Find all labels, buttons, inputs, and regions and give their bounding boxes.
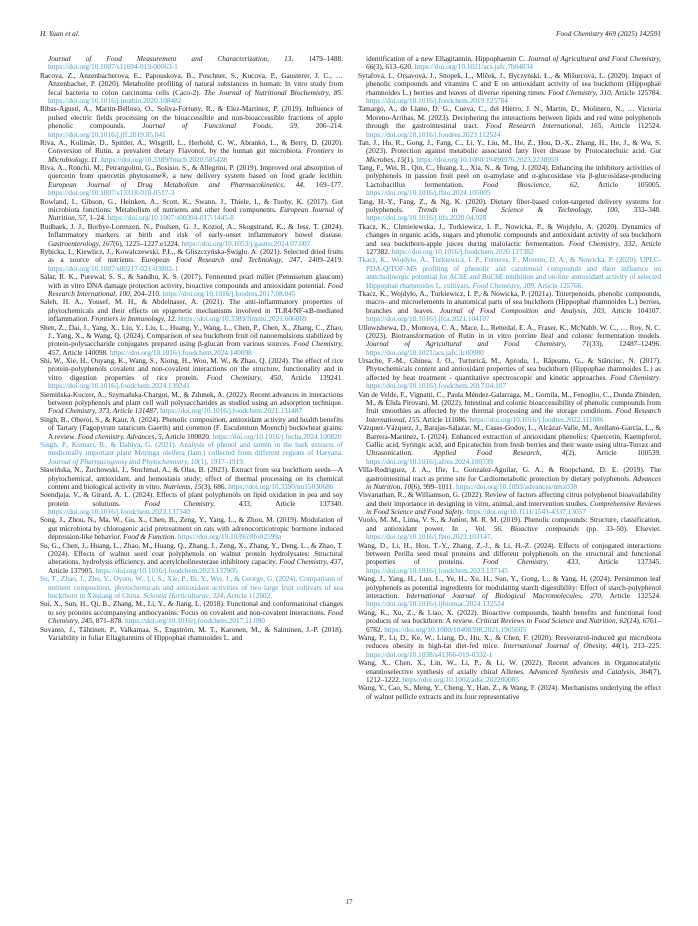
reference-item	[40, 441, 343, 466]
reference-item	[358, 466, 661, 491]
doi-link[interactable]: https://doi.org/10.3389/fmicb.2020.585428	[101, 154, 228, 164]
reference-text: .	[490, 532, 493, 542]
references-right-column	[358, 55, 661, 701]
doi-link[interactable]: https://doi.org/10.1016/j.focha.2024.100820	[212, 431, 342, 441]
reference-text: , Article 112524.	[601, 121, 661, 131]
reference-text: Journal of Functional Foods, 59	[142, 121, 298, 131]
reference-text: Food Chemistry, 332	[568, 238, 636, 248]
reference-text: Food Chemistry, 450	[206, 372, 282, 382]
doi-link[interactable]: https://doi.org/10.1016/j.foodchem.2023.137340	[48, 507, 190, 517]
reference-text: , Article 140098.	[58, 347, 110, 357]
reference-text: European Journal of Nutrition, 57	[48, 205, 343, 223]
reference-text: International Journal of Obesity, 44	[503, 641, 619, 651]
doi-link[interactable]: https://doi.org/10.1016/j.foodchem.2024.140098	[109, 347, 252, 357]
reference-text: Rowland, I., Gibson, G., Heinken, A., Scott, K., Swann, J., Thiele, I., & Tuohy, K. (2017). Gut microbiota functions: Metabolism of nutrients and other food components.	[40, 196, 343, 215]
reference-item	[358, 542, 661, 576]
reference-text: Shen, Z., Dai, J., Yang, X., Liu, Y., Liu, L., Huang, Y., Wang, L., Chen, P., Chen, X., Zhang, C., Zhao, J., Yang, X., & Wang, Q. (2024). Comparison of sea buckthorn fruit oil nanoemulsions stabilized by protein-polysaccharide conjugates prepared using β-glucan from various sources.	[40, 322, 343, 349]
reference-text: Wang, J., Yang, H., Luo, L., Ye, H., Xu, H., Sun, Y., Gong, L., & Yang, H. (2024). Persimmon leaf polyphenols as potential ingredients for modulating starch digestibility: Effect of starch-polyphenol interaction.	[358, 574, 661, 600]
reference-text: Rybicka, I., Kiewlicz, J., Kowalczewski, P.Ł., & Gliszczyńska-Świgło, A. (2021). Selected dried fruits as a source of nutrients.	[40, 246, 343, 265]
reference-text: , Article 104107.	[604, 305, 661, 315]
reference-item	[358, 634, 661, 659]
reference-text: , 206–214.	[297, 121, 343, 131]
reference-text: Ursache, F.-M., Ghinea, I. O., Turturică, M., Aprodu, I., Râpeanu, G., & Stănciuc, N. (2017). Phytochemicals content and antioxidant properties of sea buckthorn (Hippophae rhamnoides L.) as affected by heat treatment - quantitative spectroscopic and kinetic approaches.	[358, 356, 661, 382]
doi-link[interactable]: https://doi.org/10.1016/j.foodchem.2019.125784	[366, 95, 508, 105]
reference-item	[358, 391, 661, 425]
doi-link[interactable]: https://doi.org/10.1016/j.foodres.2017.08.045	[162, 288, 296, 298]
journal-reference: Food Chemistry 469 (2025) 142591	[556, 29, 661, 38]
reference-text: Food & Function	[123, 532, 175, 542]
reference-item	[40, 248, 343, 273]
reference-text: Song, J., Zhou, N., Ma, W., Gu, X., Chen, B., Zeng, Y., Yang, L., & Zhou, M. (2019). Modulation of gut microbiota by chlorogenic acid pretreatment on rats with adrenocorticotropic hormone induced depression-like behavior.	[40, 515, 343, 542]
doi-link[interactable]: https://doi.org/10.3390/nu15030686	[228, 481, 334, 491]
reference-item	[40, 198, 343, 223]
reference-link-text[interactable]: Singh, P., Kumari, B., & Dahiya, G. (2021). Analysis of phenol and tannin in the bark extracts of medicinally important plant Moringa oleifera (lam.) collected from different regions of Haryana.	[40, 439, 343, 458]
reference-item	[40, 516, 343, 541]
reference-text: Gastroenterology, 167	[48, 238, 114, 248]
reference-link-text[interactable]: Tkacz, K., Wojdyło, A., Turkiewicz, I. P., Ferreres, F., Moreno, D. A., & Nowicka, P. (2020). UPLC-PDA-Q/TOF-MS profiling of phenolic and carotenoid compounds and their influence on anticholinergic potential for AChE and BuChE inhibition and on-line antioxidant activity of selected Hippophaë rhamnoides L. cultivars.	[358, 255, 661, 290]
reference-text: Food Chemistry, 433	[482, 557, 579, 567]
reference-item	[40, 626, 343, 643]
reference-text: Tang, H.-Y., Fang, Z., & Ng, K. (2020). Dietary fiber-based colon-targeted delivery systems for polyphenols.	[358, 196, 661, 215]
references-left-column	[40, 55, 343, 701]
reference-text: Food Research International, 165	[486, 121, 602, 131]
reference-item	[40, 55, 343, 72]
reference-text: , 333–348.	[617, 205, 662, 215]
doi-link[interactable]: https://doi.org/10.1016/j.foodchem.2024.139241	[48, 381, 190, 391]
reference-text: Applied Food Research, 4	[433, 448, 566, 458]
reference-item	[40, 391, 343, 416]
reference-text: Saleh, H. A., Yousef, M. H., & Abdelnaser, A. (2021). The anti-inflammatory properties of phytochemicals and their effects on epigenetic mechanisms involved in TLR4/NF-κB-mediated inflammation.	[40, 297, 343, 324]
reference-text: (6), 1225–1227.e1224.	[113, 238, 182, 248]
doi-link[interactable]: https://doi.org/10.1111/1541-4337.13057	[466, 507, 586, 517]
references-section	[40, 55, 661, 701]
reference-text: (1), 213–225.	[618, 641, 661, 651]
reference-text: (33), 12487–12496.	[589, 339, 661, 349]
reference-text: Visvanathan, R., & Williamson, G. (2022). Review of factors affecting citrus polyphenol bioavailability and their importance in designing in vitro, animal, and intervention studies.	[358, 490, 661, 508]
reference-item	[40, 466, 343, 491]
doi-link[interactable]: https://doi.org/10.1038/s41366-019-0332-1	[366, 649, 493, 659]
doi-link[interactable]: https://doi.org/10.1007/s11694-019-00063-1	[48, 62, 178, 72]
reference-text: Journal of Agricultural and Food Chemistry, 71	[366, 339, 590, 349]
reference-item	[358, 256, 661, 290]
reference-text: Advances in Nutrition, 10	[366, 473, 661, 491]
doi-link[interactable]: https://doi.org/10.1016/j.fbio.2024.105005	[366, 188, 491, 198]
reference-text: , 204–210.	[129, 288, 163, 298]
reference-item	[358, 324, 661, 358]
reference-item	[358, 55, 661, 72]
reference-text: Riva, A., Kolimár, D., Spittler, A., Wisgrill, L., Herbold, C. W., Abrankó, L., & Berry, D. (2020). Conversion of Rutin, a prevalent dietary Flavonol, by the human gut microbiota.	[40, 137, 343, 156]
doi-link[interactable]: https://doi.org/10.1016/j.jff.2019.05.041	[48, 129, 166, 139]
reference-item	[358, 424, 661, 466]
reference-item	[358, 105, 661, 139]
reference-item	[40, 600, 343, 625]
reference-text: Wang, Y., Cao, S., Meng, Y., Cheng, Y., Han, Z., & Wang, F. (2024). Mechanisms underlying the effect of walnut pellicle extracts and its four representative	[358, 683, 661, 701]
reference-text: (24), 6761–6782.	[366, 616, 661, 634]
reference-text: Suvanto, J., Tähtinen, P., Valkamaa, S., Engström, M. T., Karonen, M., & Salminen, J.-P. (2018). Variability in foliar Ellagitannins of Hippophaë rhamnoides L. and	[40, 624, 343, 642]
reference-text: Salar, R. K., Purewal, S. S., & Sandhu, K. S. (2017). Fermented pearl millet (Pennisetum glaucum) with in vitro DNA damage protection activity, bioactive compounds and antioxidant potential.	[40, 272, 343, 290]
reference-item	[40, 72, 343, 106]
reference-text: (3), 686.	[201, 481, 229, 491]
reference-text: (1).	[404, 154, 417, 164]
doi-link[interactable]: https://doi.org/10.1016/j.foodchem.2017.04.107	[366, 381, 507, 391]
reference-link-text[interactable]: , Article 125766.	[534, 280, 584, 290]
reference-text: Food Chemistry, 433	[144, 498, 250, 508]
reference-text: , Article 105005.	[577, 179, 661, 189]
doi-link[interactable]: https://doi.org/10.1016/j.foodres.2022.111086	[469, 414, 604, 424]
reference-text: Trends in Food Science & Technology, 100	[417, 205, 618, 215]
reference-text: Wang, X., Chen, X., Lin, W., Li, P., & Li, W. (2022). Recent advances in Organocatalytic enantioselective synthesis of axially chiral Allenes.	[358, 658, 661, 676]
reference-text: .	[341, 87, 343, 97]
reference-text: Tamargo, A., de Llano, D. G., Cueva, C., del Hierro, J. N., Martin, D., Molinero, N., … Victoria Moreno-Arribas, M. (2023). Deciphering the interactions between lipids and red wine polyphenols through the gastrointestinal tract.	[358, 104, 661, 131]
reference-text: Tang, F., Wei, B., Qin, C., Huang, L., Xia, N., & Teng, J. (2024). Enhancing the inhibitory activities of polyphenols in passion fruit peel on α-amylase and α-glucosidase via β-glucosidase-producing Lactobacillus fermentation.	[358, 163, 661, 189]
reference-text: Advanced Synthesis and Catalysis, 364	[528, 666, 651, 676]
reference-text: Journal of Food Measurement and Characterization, 13	[48, 54, 292, 63]
reference-text: .	[156, 406, 161, 416]
doi-link[interactable]: https://doi.org/10.1016/j.jfca.2021.104107	[366, 314, 490, 324]
doi-link[interactable]: https://doi.org/10.1080/10408398.2021.1905605	[384, 624, 527, 634]
reference-text: Van de Velde, F., Vignatti, C., Paula Méndez-Galarraga, M., Gomila, M., Fenoglio, C., Donda Zbinden, M., & Élida Pirovani, M. (2022). Intestinal and colonic bioaccessibility of phenolic compounds from fruit smoothies as affected by the thermal processing and the storage conditions.	[358, 389, 661, 416]
reference-text: .	[174, 532, 178, 542]
reference-item	[358, 72, 661, 106]
reference-text: Food Chemistry, 457	[48, 339, 343, 357]
reference-item	[358, 575, 661, 609]
reference-text: Su, G., Chen, J., Huang, L., Zhao, M., Huang, Q., Zhang, J., Zeng, X., Zhang, Y., Deng, L., & Zhao, T. (2024). Effects of walnut seed coat polyphenols on walnut protein hydrolysates: Structural alterations, hydrolysis efficiency, and acetylcholinesterase inhibitory capacity.	[40, 540, 343, 567]
reference-text: Food Chemistry, 437	[279, 557, 342, 567]
reference-text: (7), 1212–1222.	[366, 666, 661, 684]
reference-item	[40, 357, 343, 391]
reference-text: Journal of Agricultural and Food Chemistry, 66	[366, 54, 661, 72]
reference-item	[358, 164, 661, 198]
reference-text: Food Research International, 155	[366, 406, 662, 424]
reference-link-text[interactable]: Su, T., Zhao, J., Zhu, Y., Oyom, W., Li, S., Xie, P., Bi, Y., Wei, J., & George, G. (2024). Comparison of nutrient composition, phytochemicals and antioxidant activities of two large fruit cultivars of sea buckthorn in Xinjiang of China.	[40, 574, 343, 600]
reference-link-text[interactable]: Scientia Horticulturae, 324	[143, 591, 224, 600]
reference-text: , Article 132524.	[601, 591, 661, 600]
reference-text: Siemińska-Kuczer, A., Szymańska-Chargot, M., & Zdunek, A. (2022). Recent advances in interactions between polyphenols and plant cell wall polysaccharides as studied using an adsorption technique.	[40, 389, 343, 408]
reference-text: , 1–24.	[85, 213, 108, 223]
reference-item	[40, 273, 343, 298]
reference-text: The Journal of Nutritional Biochemistry, 85	[204, 87, 342, 97]
reference-text: Food Research International, 100	[48, 280, 343, 298]
reference-text: Journal of Food Composition and Analysis, 103	[439, 305, 605, 315]
doi-link[interactable]: https://doi.org/10.1007/s13318-018-0517-3	[48, 188, 175, 198]
reference-text: .	[659, 372, 661, 382]
reference-text: Wang, K., Xu, Z., & Liao, X. (2022). Bioactive compounds, health benefits and functional food products of sea buckthorn: A review.	[358, 607, 661, 626]
reference-text: , 169–177.	[303, 179, 344, 189]
reference-item	[358, 139, 661, 164]
doi-link[interactable]: https://doi.org/10.1016/j.tifs.2020.04.028	[366, 213, 487, 223]
reference-text: European Journal of Drug Metabolism and Pharmacokinetics, 44	[48, 179, 304, 189]
reference-item	[40, 575, 343, 600]
reference-text: International Journal of Biological Macromolecules, 270	[406, 591, 602, 600]
reference-text: (6), 999–1011.	[411, 481, 456, 491]
reference-link-text[interactable]: Journal of Pharmacognosy and Phytochemistry, 10	[48, 456, 198, 466]
reference-text: .	[462, 507, 467, 517]
reference-text: Frontiers in Immunology, 12	[90, 314, 175, 324]
page-number: 17	[345, 898, 353, 906]
reference-item	[40, 223, 343, 248]
doi-link[interactable]: https://doi.org/10.1016/j.jnutbio.2020.108482	[48, 95, 182, 105]
reference-item	[358, 516, 661, 541]
reference-text: Food Chemistry	[610, 372, 660, 382]
doi-link[interactable]: https://doi.org/10.1007/s00217-021-03802-1	[48, 263, 178, 273]
reference-text: Wang, P., Li, D., Ke, W., Liang, D., Hu, X., & Chen, F. (2020). Resveratrol-induced gut microbiota reduces obesity in high-fat diet-fed mice.	[358, 632, 661, 651]
reference-text: Comprehensive Reviews in Food Science and Food Safety	[366, 498, 661, 517]
reference-text: , Article 137345.	[578, 557, 662, 567]
doi-link[interactable]: https://doi.org/10.3389/fimmu.2021.606069	[178, 314, 307, 324]
doi-link[interactable]: https://doi.org/10.1016/j.ijbiomac.2024.132524	[366, 599, 505, 609]
reference-text: , Article 137340.	[249, 498, 344, 508]
reference-item	[358, 223, 661, 257]
reference-item	[40, 298, 343, 323]
reference-item	[358, 609, 661, 634]
reference-item	[358, 684, 661, 701]
reference-text: Riva, A., Ronchi, M., Petrangolini, G., Bosisio, S., & Allegrini, P. (2019). Improved oral absorption of quercetin from quercetin phytosome®, a new delivery system based on food grade lecithin.	[40, 163, 343, 181]
doi-link[interactable]: https://doi.org/10.1021/acs.jafc.7b04834	[414, 62, 533, 72]
reference-text: Tkacz, K., Chmielewska, J., Turkiewicz, I. P., Nowicka, P., & Wojdyło, A. (2020). Dynamics of changes in organic acids, sugars and phenolic compounds and antioxidant activity of sea buckthorn and sea buckthorn-apple juices during malolactic fermentation.	[358, 221, 661, 248]
reference-item	[40, 416, 343, 441]
doi-link[interactable]: https://doi.org/10.1021/acs.jafc.3c00980	[366, 347, 484, 357]
reference-text: Tkacz, K., Wojdyło, A., Turkiewicz, I. P., & Nowicka, P. (2021a). Triterpenoids, phenolic compounds, macro- and microelements in anatomical parts of sea buckthorn (Hippophaë rhamnoides L.) berries, branches and leaves.	[358, 288, 661, 315]
reference-text: Sytařová, I., Orsavová, J., Snopek, L., Mlček, J., Byczyński, Ł., & Mišurcová, L. (2020). Impact of phenolic compounds and vitamins C and E on antioxidant activity of sea buckthorn (Hippophaë rhamnoides L.) berries and leaves of diverse ripening times.	[358, 70, 661, 97]
doi-link[interactable]: https://doi.org/10.1039/c8fo02599a	[177, 532, 282, 542]
reference-item	[40, 164, 343, 198]
doi-link[interactable]: https://doi.org/10.1093/advances/nmz038	[455, 481, 578, 491]
reference-text: , Article 111086.	[419, 414, 470, 424]
reference-item	[358, 659, 661, 684]
reference-text: Singh, B., Oberoi, S., & Kaur, A. (2024). Phenolic composition, antioxidant activity and health benefits of Tartary (Fagopyrum tataricum Gaerth) and common (F. Esculentum Moench) buckwheat grains: A review.	[40, 414, 343, 441]
doi-link[interactable]: https://doi.org/10.1053/j.gastro.2024.07.007	[181, 238, 311, 248]
reference-text: (2), Article 100539.	[565, 448, 661, 458]
doi-link[interactable]: https://doi.org/10.1016/j.foodchem.2017.11.090	[125, 616, 265, 626]
reference-text: identification of a new Ellagitannin, Hippophaenin C.	[366, 54, 528, 63]
reference-text: Food Bioscience, 62	[482, 179, 578, 189]
reference-text: (3), 613–620.	[373, 62, 415, 72]
reference-text: Food Chemistry, 310	[548, 87, 611, 97]
reference-text: (pp. 33–50). Elsevier.	[578, 523, 661, 533]
reference-text: , 871–878.	[92, 616, 126, 626]
reference-text: Tan, J., Hu, R., Gong, J., Fang, C., Li, Y., Liu, M., He, Z., Hou, D.-X., Zhang, H., He, J., & Wu, S. (2023). Protection against metabolic associated fatty liver disease by Protocatechuic acid.	[358, 137, 661, 156]
doi-link[interactable]: https://doi.org/10.1016/j.afres.2024.100539	[366, 456, 493, 466]
doi-link[interactable]: https://doi.org/10.1016/j.foodchem.2023.137905	[95, 565, 238, 575]
reference-link-text[interactable]: , Article 112602.	[223, 591, 273, 600]
reference-text: Racova, Z., Anzenbacherova, E., Papouskova, B., Poschner, S., Kucova, P., Gausterer, J. C., … Anzenbacher, P. (2020). Metabolite profiling of natural substances in human: In vitro study from fecal bacteria to colon carcinoma cells (Caco-2).	[40, 70, 343, 97]
reference-link-text[interactable]: (1), 1917–1919.	[197, 456, 245, 466]
reference-text: .	[174, 314, 179, 324]
reference-text: .	[97, 154, 102, 164]
reference-text: Critical Reviews in Food Science and Nutrition, 62	[475, 616, 627, 626]
reference-text: , 1479–1488.	[291, 54, 343, 63]
doi-link[interactable]: https://doi.org/10.1002/adsc.202200085	[402, 674, 519, 684]
reference-text: , Article 125784.	[610, 87, 661, 97]
reference-text: Nutrients, 15	[163, 481, 202, 491]
reference-text: Wang, D., Li, H., Hou, T.-Y., Zhang, Z.-J., & Li, H.-Z. (2024). Effects of conjugated interactions between Perilla seed meal proteins and different polyphenols on the structural and functional properties of proteins.	[358, 540, 661, 567]
reference-link-text[interactable]: Food Chemistry, 309	[472, 280, 535, 290]
reference-item	[40, 324, 343, 358]
reference-text: Villa-Rodriguez, J. A., Ifie, I., Gonzalez-Aguilar, G. A., & Roopchand, D. E. (2019). The gastrointestinal tract as prime site for Cardiometabolic protection by dietary polyphenols.	[358, 465, 661, 483]
page-header	[40, 29, 661, 38]
reference-item	[358, 290, 661, 324]
reference-item	[40, 139, 343, 164]
reference-text: , Article 127382.	[366, 238, 661, 256]
reference-text: Food Chemistry, 373, Article 131487	[48, 406, 157, 416]
page-footer	[0, 898, 698, 906]
reference-text: Food chemistry. Advances, 5	[77, 431, 162, 441]
doi-link[interactable]: https://doi.org/10.1016/j.fbio.2023.103147	[366, 532, 491, 542]
reference-text: Sławińska, N., Żuchowski, J., Stochmal, A., & Olas, B. (2023). Extract from sea buckthorn seeds—A phytochemical, antioxidant, and hemostasis study; effect of thermal processing on its chemical content and biological activity in vitro.	[40, 465, 343, 491]
doi-link[interactable]: https://doi.org/10.1016/j.foodchem.2020.127382	[391, 246, 534, 256]
doi-link[interactable]: https://doi.org/10.1007/s00394-017-1445-8	[107, 213, 234, 223]
reference-text: , Article 100820.	[161, 431, 213, 441]
reference-item	[358, 357, 661, 391]
reference-text: Ulluwishewa, D., Montoya, C. A., Mace, L., Rettedal, E. A., Fraser, K., McNabb, W. C., … Roy, N. C. (2023). Biotransformation of Rutin in in vitro porcine Ileal and colonic fermentation models.	[358, 322, 661, 340]
reference-text: , Article 137905.	[48, 557, 343, 575]
reference-text: Vol. 56. Bioactive compounds	[474, 523, 579, 533]
reference-text: Gut Microbes, 15	[366, 146, 661, 164]
reference-text: Rudbaek, J. J., Borbye-Lorenzen, N., Poulsen, G. J., Koziol, A., Skogstrand, K., & Jess, T. (2024). Inflammatory markers at birth and risk of early-onset inflammatory bowel disease.	[40, 221, 343, 240]
reference-text: Sui, X., Sun, H., Qi, B., Zhang, M., Li, Y., & Jiang, L. (2018). Functional and conformational changes to soy proteins accompanying anthocyanins: Focus on covalent and non-covalent interactions.	[40, 599, 343, 617]
running-author: H. Yuan et al.	[40, 29, 80, 38]
reference-text: , Article 139241.	[281, 372, 343, 382]
reference-text: Vuolo, M. M., Lima, V. S., & Junior, M. R. M. (2019). Phenolic compounds: Structure, classification, and antioxidant power. In ,	[358, 515, 661, 533]
doi-link[interactable]: https://doi.org/10.1080/19490976.2023.2238959	[416, 154, 559, 164]
doi-link[interactable]: https://doi.org/10.1016/j.foodchem.2021.131487	[160, 406, 303, 416]
reference-item	[358, 491, 661, 516]
reference-text: Vázquez-Vázquez, J., Barajas-Salazar, M., Casas-Godoy, L., Alcázar-Valle, M., Arellano-García, L., & Barrera-Martínez, I. (2024). Enhanced extraction of antioxidant phenolics: Quercetin, Kaempferol, Gallic acid, Syringic acid, and Epicatechin from fresh berries and their waste using ultra-Turrax and Ultrasonication.	[358, 423, 661, 458]
reference-item	[40, 542, 343, 576]
reference-text: Soendjaja, V., & Girard, A. L. (2024). Effects of plant polyphenols on lipid oxidation in pea and soy protein solutions.	[40, 490, 343, 508]
reference-text: Frontiers in Microbiology, 11	[48, 146, 343, 164]
reference-text: Food Chemistry, 245	[48, 607, 343, 626]
reference-text: European Food Research and Technology, 247	[141, 255, 301, 265]
doi-link[interactable]: https://doi.org/10.1016/j.foodchem.2023.137345	[366, 565, 508, 575]
reference-item	[358, 198, 661, 223]
doi-link[interactable]: https://doi.org/10.1016/j.foodres.2023.112524	[366, 129, 501, 139]
reference-text: Shi, W., Xie, H., Ouyang, K., Wang, S., Xiong, H., Woo, M. W., & Zhao, Q. (2024). The effect of rice protein-polyphenols covalent and non-covalent interactions on the structure, functionality and in vitro digestion properties of rice protein.	[40, 356, 343, 382]
reference-item	[40, 491, 343, 516]
reference-text: , 2409–2419.	[300, 255, 343, 265]
reference-item	[40, 105, 343, 139]
reference-text: Ribas-Agustí, A., Martín-Belloso, O., Soliva-Fortuny, R., & Elez-Martínez, P. (2019). Influence of pulsed electric fields processing on the bioaccessible and non-bioaccessible fractions of apple phenolic compounds.	[40, 104, 343, 131]
